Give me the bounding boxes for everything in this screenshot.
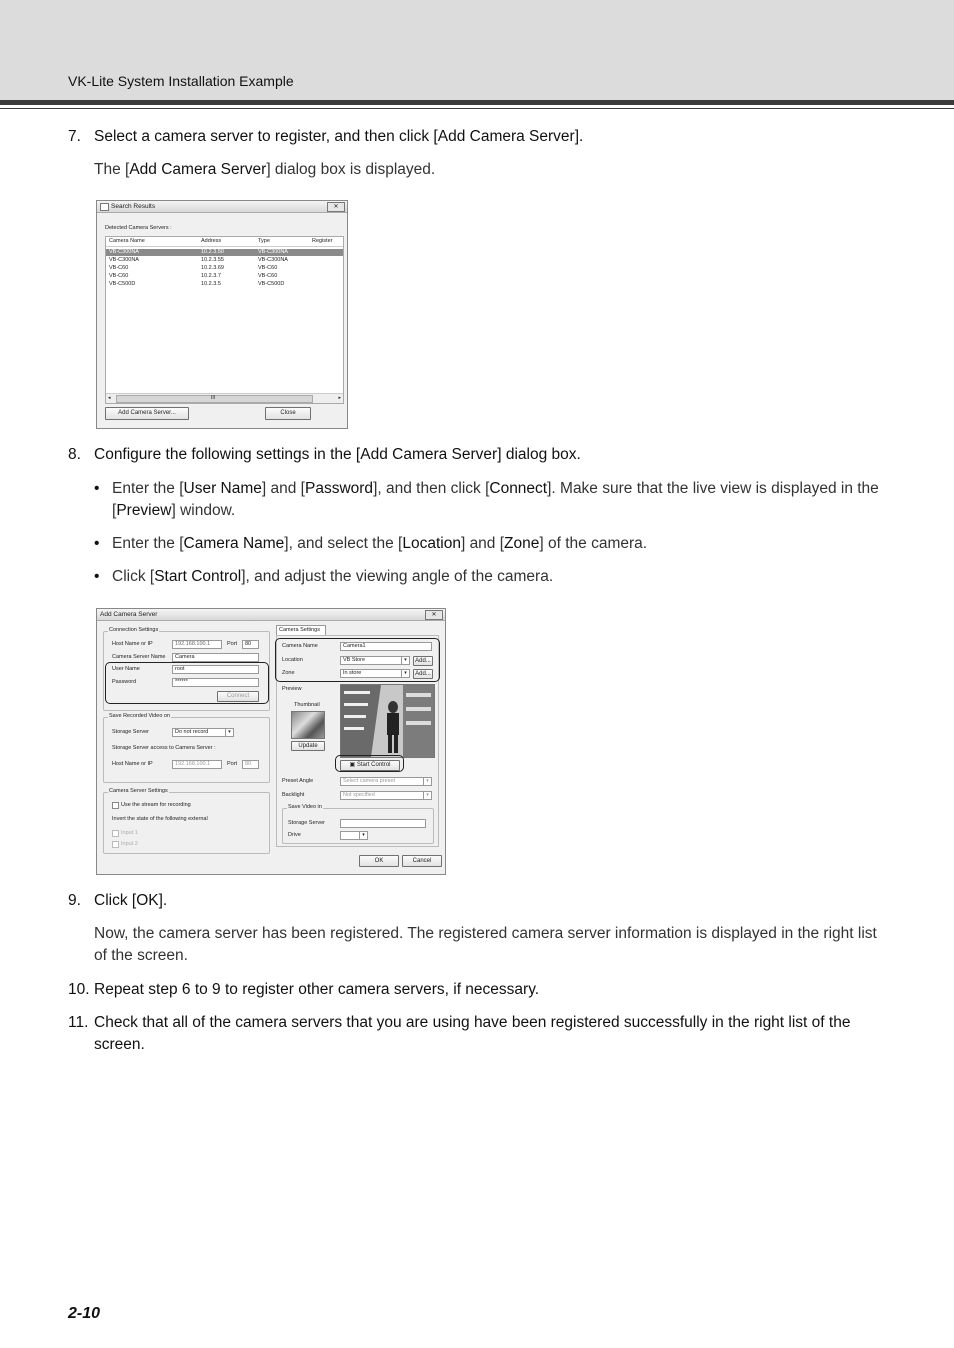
button-label: Start Control — [356, 762, 391, 768]
scroll-thumb[interactable] — [116, 395, 313, 403]
camera-icon: ▣ — [349, 762, 357, 768]
column-header[interactable]: Address — [201, 238, 222, 244]
table-row[interactable] — [106, 281, 343, 288]
cell-type: VB-C300NA — [258, 257, 288, 263]
step-8 — [68, 444, 888, 466]
highlight-camera-settings — [275, 638, 440, 682]
dialog-titlebar — [97, 609, 445, 621]
zone-label: Zone — [282, 670, 295, 676]
column-header[interactable]: Register — [312, 238, 333, 244]
scroll-right-icon[interactable]: ▸ — [338, 395, 341, 401]
cell-name: VB-C60 — [109, 273, 129, 279]
cell-address: 10.2.3.5 — [201, 281, 221, 287]
step-number: 7. — [68, 128, 81, 145]
camera-server-settings-group — [103, 788, 270, 854]
group-label: Connection Settings — [109, 627, 159, 633]
step-10 — [68, 979, 888, 1001]
cell-address: 10.2.3.50 — [201, 249, 224, 255]
chevron-down-icon: ▾ — [423, 792, 431, 799]
ok-button[interactable]: OK — [359, 855, 399, 867]
group-label: Camera Server Settings — [109, 788, 168, 794]
checkbox-label: Input 2 — [121, 841, 138, 847]
scroll-left-icon[interactable]: ◂ — [108, 395, 111, 401]
table-row[interactable] — [106, 257, 343, 264]
add-camera-server-button[interactable]: Add Camera Server... — [105, 407, 189, 420]
camera-name-label: Camera Name — [282, 643, 318, 649]
tab-camera-settings[interactable]: Camera Settings — [276, 625, 326, 635]
checkbox-label: Input 1 — [121, 830, 138, 836]
cell-name: VB-C500D — [109, 281, 136, 287]
storage-server-label: Storage Server — [112, 729, 149, 735]
save-recorded-video-group — [103, 713, 270, 783]
backlight-label: Backlight — [282, 792, 305, 798]
table-row[interactable] — [106, 273, 343, 280]
bullet-icon: • — [94, 568, 100, 585]
dialog-title: Search Results — [111, 203, 156, 210]
port-input[interactable]: 80 — [242, 640, 259, 649]
access-label: Storage Server access to Camera Server : — [112, 745, 216, 751]
selected-value: Not specified — [343, 792, 375, 798]
checkbox-label: Use the stream for recording — [121, 802, 191, 808]
storage-server-label: Storage Server — [288, 820, 325, 826]
thumbnail-image — [291, 711, 325, 739]
invert-label: Invert the state of the following external — [112, 816, 208, 822]
thumbnail-label: Thumbnail — [294, 702, 320, 708]
table-row[interactable] — [106, 265, 343, 272]
step-text: Configure the following settings in the [Add Camera Server] dialog box. — [94, 446, 581, 463]
backlight-select[interactable] — [340, 791, 432, 800]
page-header-title: VK-Lite System Installation Example — [68, 73, 294, 89]
port-label: Port — [227, 761, 238, 767]
camera-server-name-input[interactable]: Camera — [172, 653, 259, 662]
header-rule-thin — [0, 108, 954, 109]
preview-label: Preview — [282, 686, 302, 692]
close-icon[interactable]: ✕ — [327, 202, 345, 212]
user-name-input[interactable]: root — [172, 665, 259, 674]
bullet-text: Enter the [User Name] and [Password], and then click [Connect]. Make sure that the live view is displayed in the [Preview] window. — [112, 480, 879, 519]
host-input[interactable]: 192.168.100.1 — [172, 640, 222, 649]
chevron-down-icon: ▾ — [401, 670, 409, 677]
cell-type: VB-C300NA — [258, 249, 288, 255]
horizontal-scrollbar[interactable] — [106, 393, 343, 403]
storage-server-select[interactable] — [172, 728, 234, 737]
store-scene-image — [341, 685, 434, 757]
bullet-icon: • — [94, 480, 100, 497]
step-text: Click [OK]. — [94, 892, 168, 909]
drive-select[interactable] — [340, 831, 368, 840]
preset-angle-select[interactable] — [340, 777, 432, 786]
selected-value: Do not record — [175, 729, 209, 735]
port-label: Port — [227, 641, 238, 647]
add-camera-server-dialog — [96, 608, 446, 875]
password-input[interactable]: ****** — [172, 678, 259, 687]
highlight-user-password — [105, 662, 269, 704]
chevron-down-icon: ▾ — [225, 729, 233, 736]
camera-server-name-label: Camera Server Name — [112, 654, 166, 660]
selected-value: VB Store — [343, 657, 366, 663]
bullet-icon: • — [94, 535, 100, 552]
selected-value: Select camera preset — [343, 778, 395, 784]
add-location-button[interactable]: Add... — [413, 656, 433, 666]
location-label: Location — [282, 657, 303, 663]
selected-value: In store — [343, 670, 362, 676]
dialog-titlebar — [97, 201, 347, 213]
step-9-note: Now, the camera server has been registered. The registered camera server information is displayed in the right list of the screen. — [94, 925, 877, 964]
live-preview-image — [340, 684, 435, 758]
bullet-item — [94, 533, 884, 555]
step-text: Repeat step 6 to 9 to register other camera servers, if necessary. — [94, 981, 540, 998]
cell-name: VB-C300NA — [109, 249, 139, 255]
drive-label: Drive — [288, 832, 301, 838]
window-icon — [100, 203, 109, 211]
step-7 — [68, 126, 888, 148]
port-input[interactable]: 80 — [242, 760, 259, 769]
bullet-item — [94, 478, 884, 522]
cell-name: VB-C300NA — [109, 257, 139, 263]
page-header-band — [0, 0, 954, 100]
camera-name-input[interactable]: Camera1 — [340, 642, 432, 651]
cell-type: VB-C60 — [258, 265, 278, 271]
use-stream-checkbox[interactable] — [112, 802, 119, 809]
header-rule-thick — [0, 100, 954, 105]
detected-label: Detected Camera Servers : — [105, 225, 172, 231]
storage-server-input[interactable] — [340, 819, 426, 828]
cancel-button[interactable]: Cancel — [402, 855, 442, 867]
chevron-down-icon: ▾ — [423, 778, 431, 785]
table-row[interactable] — [106, 249, 343, 256]
cell-address: 10.2.3.7 — [201, 273, 221, 279]
host-label: Host Name or IP — [112, 761, 153, 767]
group-label: Save Recorded Video on — [109, 713, 171, 719]
chevron-down-icon: ▾ — [359, 832, 367, 839]
input-1-checkbox[interactable] — [112, 830, 119, 837]
step-7-note: The [Add Camera Server] dialog box is displayed. — [94, 161, 436, 178]
connect-button[interactable]: Connect — [217, 691, 259, 702]
column-header[interactable]: Camera Name — [109, 238, 145, 244]
search-results-dialog — [96, 200, 348, 429]
list-header — [106, 237, 343, 247]
step-text: Select a camera server to register, and then click [Add Camera Server]. — [94, 128, 584, 145]
highlight-start-control — [335, 755, 404, 772]
input-2-checkbox[interactable] — [112, 841, 119, 848]
save-video-group — [282, 804, 434, 844]
add-zone-button[interactable]: Add... — [413, 669, 433, 679]
dialog-title: Add Camera Server — [100, 611, 158, 618]
chevron-down-icon: ▾ — [401, 657, 409, 664]
bullet-text: Enter the [Camera Name], and select the [Location] and [Zone] of the camera. — [112, 535, 648, 552]
cell-address: 10.2.3.69 — [201, 265, 224, 271]
host-input[interactable]: 192.168.100.1 — [172, 760, 222, 769]
page-number: 2-10 — [68, 1305, 101, 1322]
host-label: Host Name or IP — [112, 641, 153, 647]
close-icon[interactable]: ✕ — [425, 610, 443, 620]
bullet-item — [94, 566, 884, 588]
cell-address: 10.2.3.55 — [201, 257, 224, 263]
preset-angle-label: Preset Angle — [282, 778, 314, 784]
cell-type: VB-C60 — [258, 273, 278, 279]
step-9 — [68, 890, 888, 912]
column-header[interactable]: Type — [258, 238, 270, 244]
camera-server-list[interactable] — [105, 236, 344, 404]
step-text: Check that all of the camera servers that you are using have been registered successfully in the right list of the screen. — [94, 1014, 851, 1053]
step-number: 10. — [68, 981, 90, 998]
step-number: 9. — [68, 892, 81, 909]
cell-name: VB-C60 — [109, 265, 129, 271]
scroll-grip: III — [211, 395, 216, 401]
group-label: Save Video in — [288, 804, 322, 810]
update-button[interactable]: Update — [291, 741, 325, 751]
step-11 — [68, 1012, 888, 1056]
step-number: 11. — [68, 1014, 89, 1031]
step-number: 8. — [68, 446, 81, 463]
user-name-label: User Name — [112, 666, 140, 672]
bullet-text: Click [Start Control], and adjust the viewing angle of the camera. — [112, 568, 554, 585]
password-label: Password — [112, 679, 137, 685]
close-button[interactable]: Close — [265, 407, 311, 420]
cell-type: VB-C500D — [258, 281, 285, 287]
